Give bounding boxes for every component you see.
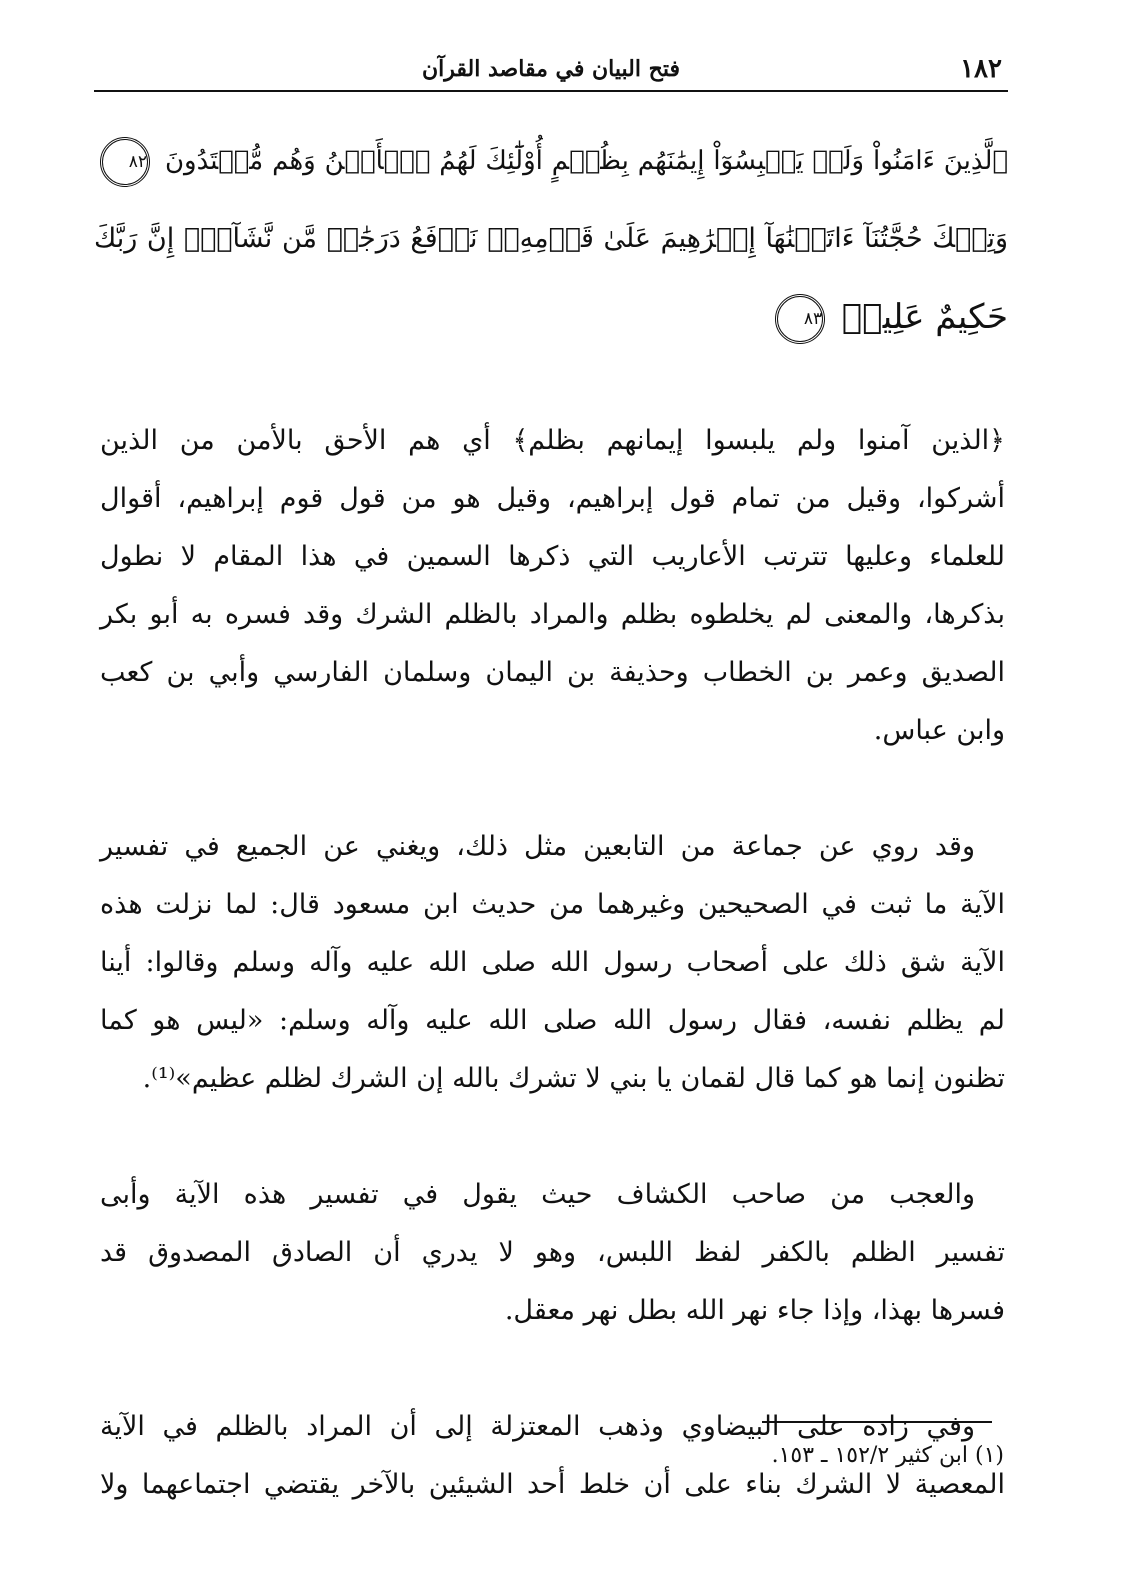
paragraph bbox=[100, 412, 1005, 760]
verse-text: حَكِيمٌ عَلِيمٞ bbox=[841, 297, 1008, 337]
text-line: وفي زاده على البيضاوي وذهب المعتزلة إلى أن المراد بالظلم في الآية bbox=[100, 1411, 975, 1442]
book-title: فتح البيان في مقاصد القرآن bbox=[422, 56, 680, 82]
verse-line bbox=[94, 278, 1008, 356]
ayah-marker: ٨٣ bbox=[775, 294, 825, 344]
text-line: الآية شق ذلك على أصحاب رسول الله صلى الله عليه وآله وسلم وقالوا: أينا bbox=[100, 947, 1005, 978]
quran-verses bbox=[94, 122, 1008, 356]
verse-line bbox=[94, 122, 1008, 200]
text-line: أشركوا، وقيل من تمام قول إبراهيم، وقيل هو من قول قوم إبراهيم، أقوال bbox=[100, 483, 1005, 514]
text-line: تفسير الظلم بالكفر لفظ اللبس، وهو لا يدري أن الصادق المصدوق قد bbox=[100, 1237, 1005, 1268]
text-line: فسرها بهذا، وإذا جاء نهر الله بطل نهر معقل. bbox=[504, 1295, 1005, 1326]
text-line: بذكرها، والمعنى لم يخلطوه بظلم والمراد بالظلم الشرك وقد فسره به أبو بكر bbox=[100, 599, 1005, 630]
text-line: تظنون إنما هو كما قال لقمان يا بني لا تشرك بالله إن الشرك لظلم عظيم»⁽¹⁾. bbox=[142, 1063, 1005, 1094]
running-header bbox=[94, 52, 1008, 92]
text-line: وقد روي عن جماعة من التابعين مثل ذلك، ويغني عن الجميع في تفسير bbox=[100, 831, 975, 862]
text-line: الصديق وعمر بن الخطاب وحذيفة بن اليمان وسلمان الفارسي وأبي بن كعب bbox=[100, 657, 1005, 688]
paragraph bbox=[100, 1166, 1005, 1340]
verse-line: وَتِلۡكَ حُجَّتُنَآ ءَاتَيۡنَٰهَآ إِبۡرَٰهِيمَ عَلَىٰ قَوۡمِهِۦۚ نَرۡفَعُ دَرَجَٰتٖ مَّن نَّشَآءُۗ إِنَّ رَبَّكَ bbox=[94, 223, 1008, 254]
text-line: والعجب من صاحب الكشاف حيث يقول في تفسير هذه الآية وأبى bbox=[100, 1179, 975, 1210]
ayah-marker: ٨٢ bbox=[100, 137, 150, 187]
text-line: ﴿الذين آمنوا ولم يلبسوا إيمانهم بظلم﴾ أي هم الأحق بالأمن من الذين bbox=[100, 425, 1005, 456]
page-number: ١٨٢ bbox=[960, 54, 1002, 84]
verse-text: ٱلَّذِينَ ءَامَنُواْ وَلَمۡ يَلۡبِسُوٓاْ إِيمَٰنَهُم بِظُلۡمٍ أُوْلَٰٓئِكَ لَهُمُ ٱلۡأَمۡنُ وَهُم مُّهۡتَدُونَ bbox=[164, 146, 1009, 176]
text-line: المعصية لا الشرك بناء على أن خلط أحد الشيئين بالآخر يقتضي اجتماعهما ولا bbox=[100, 1469, 1005, 1500]
footnote: (١) ابن كثير ١٥٢/٢ ـ ١٥٣. bbox=[771, 1443, 1004, 1468]
text-line: وابن عباس. bbox=[873, 715, 1005, 746]
text-line: لم يظلم نفسه، فقال رسول الله صلى الله عليه وآله وسلم: «ليس هو كما bbox=[100, 1005, 1005, 1036]
commentary-body bbox=[100, 412, 1005, 1572]
text-line: الآية ما ثبت في الصحيحين وغيرهما من حديث ابن مسعود قال: لما نزلت هذه bbox=[100, 889, 1006, 920]
paragraph bbox=[100, 818, 1005, 1108]
footnote-divider bbox=[762, 1421, 992, 1423]
text-line: للعلماء وعليها تترتب الأعاريب التي ذكرها السمين في هذا المقام لا نطول bbox=[100, 541, 1005, 572]
